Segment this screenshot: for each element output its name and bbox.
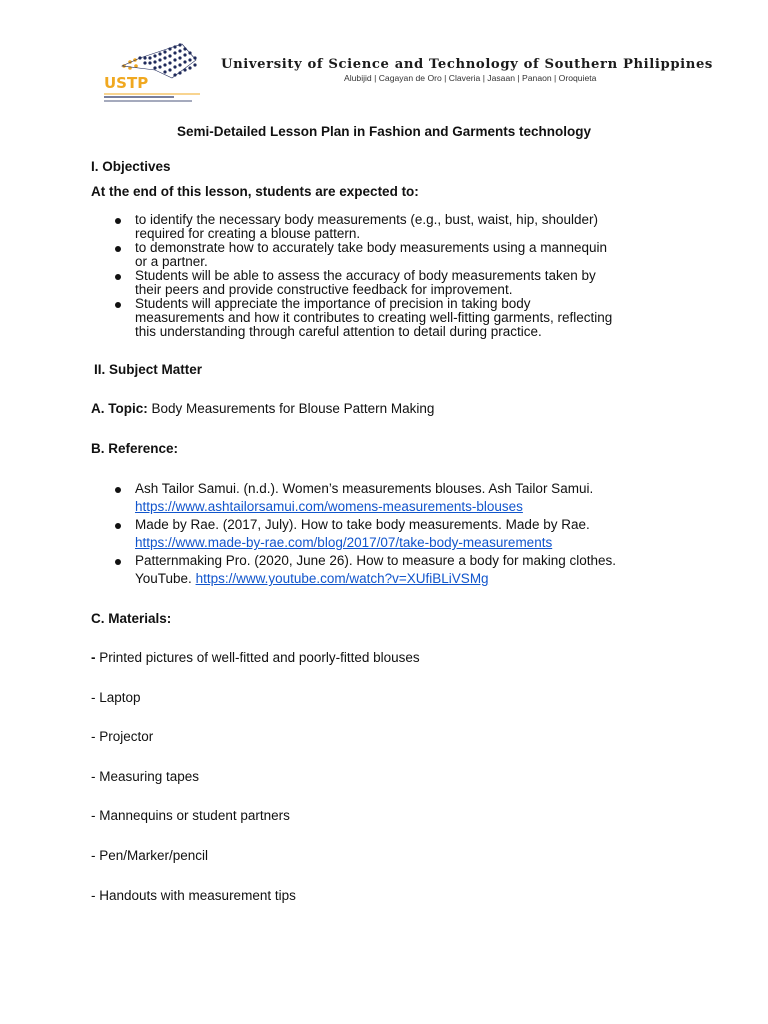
- bullet-icon: [115, 302, 121, 308]
- ustp-logo: [100, 38, 218, 110]
- objective-line: this understanding through careful attention to detail during practice.: [135, 324, 542, 339]
- bullet-icon: [115, 559, 121, 565]
- material-text: - Pen/Marker/pencil: [91, 848, 209, 863]
- objective-item: [91, 297, 691, 339]
- reference-item: [91, 480, 711, 516]
- objective-line: to demonstrate how to accurately take body measurements using a mannequin: [135, 240, 608, 255]
- objective-line: or a partner.: [135, 254, 208, 269]
- material-text: - Handouts with measurement tips: [91, 887, 296, 903]
- topic-value: Body Measurements for Blouse Pattern Making: [151, 401, 435, 416]
- objectives-list: [91, 213, 691, 339]
- objective-line: to identify the necessary body measurements (e.g., bust, waist, hip, shoulder): [135, 212, 598, 227]
- material-item: [91, 769, 199, 785]
- material-item: [91, 729, 153, 745]
- reference-link[interactable]: https://www.youtube.com/watch?v=XUfiBLiVSMg: [195, 571, 489, 586]
- reference-url-line: [135, 570, 711, 588]
- material-dash: -: [91, 650, 96, 665]
- bullet-icon: [115, 246, 121, 252]
- reference-text: Patternmaking Pro. (2020, June 26). How to measure a body for making clothes.: [135, 553, 616, 568]
- material-item: [91, 650, 420, 666]
- reference-text: Made by Rae. (2017, July). How to take body measurements. Made by Rae.: [135, 517, 590, 532]
- objective-item: [91, 269, 691, 297]
- reference-link[interactable]: https://www.made-by-rae.com/blog/2017/07/take-body-measurements: [135, 535, 553, 550]
- material-item: [91, 690, 141, 706]
- university-name: University of Science and Technology of Southern Philippines: [221, 57, 713, 72]
- topic-label: A. Topic:: [91, 401, 148, 416]
- material-text: - Mannequins or student partners: [91, 808, 290, 824]
- objective-line: Students will be able to assess the accuracy of body measurements taken by: [135, 268, 596, 283]
- material-item: [91, 888, 296, 904]
- subject-matter-heading: II. Subject Matter: [94, 362, 203, 377]
- campus-list: Alubijid | Cagayan de Oro | Claveria | Jasaan | Panaon | Oroquieta: [344, 73, 597, 83]
- letterhead: [100, 38, 740, 110]
- objective-item: [91, 241, 691, 269]
- objectives-intro: At the end of this lesson, students are expected to:: [91, 184, 419, 199]
- material-text: - Laptop: [91, 689, 141, 705]
- bullet-icon: [115, 274, 121, 280]
- document-title: Semi-Detailed Lesson Plan in Fashion and Garments technology: [176, 124, 592, 139]
- objective-item: [91, 213, 691, 241]
- material-text: - Projector: [91, 729, 154, 745]
- objective-line: measurements and how it contributes to creating well-fitting garments, reflecting: [135, 310, 613, 325]
- reference-url-line: [135, 534, 711, 552]
- objectives-heading: I. Objectives: [91, 159, 171, 174]
- reference-list: [91, 480, 711, 588]
- bullet-icon: [115, 487, 121, 493]
- topic-line: [91, 401, 434, 417]
- objective-line: required for creating a blouse pattern.: [135, 226, 361, 241]
- logo-text: USTP: [104, 74, 149, 92]
- objective-line: Students will appreciate the importance of precision in taking body: [135, 296, 531, 311]
- reference-item: [91, 516, 711, 552]
- material-text: - Measuring tapes: [91, 768, 200, 784]
- reference-url-line: [135, 498, 711, 516]
- reference-text: Ash Tailor Samui. (n.d.). Women’s measurements blouses. Ash Tailor Samui.: [135, 481, 594, 496]
- bullet-icon: [115, 523, 121, 529]
- objective-line: their peers and provide constructive feedback for improvement.: [135, 282, 513, 297]
- bullet-icon: [115, 218, 121, 224]
- material-item: [91, 808, 290, 824]
- reference-prefix: YouTube.: [135, 571, 196, 586]
- reference-link[interactable]: https://www.ashtailorsamui.com/womens-measurements-blouses: [135, 499, 523, 514]
- reference-item: [91, 552, 711, 588]
- materials-heading: C. Materials:: [91, 611, 172, 626]
- material-text: Printed pictures of well-fitted and poorly-fitted blouses: [95, 650, 420, 665]
- reference-heading: B. Reference:: [91, 441, 179, 456]
- material-item: [91, 848, 208, 864]
